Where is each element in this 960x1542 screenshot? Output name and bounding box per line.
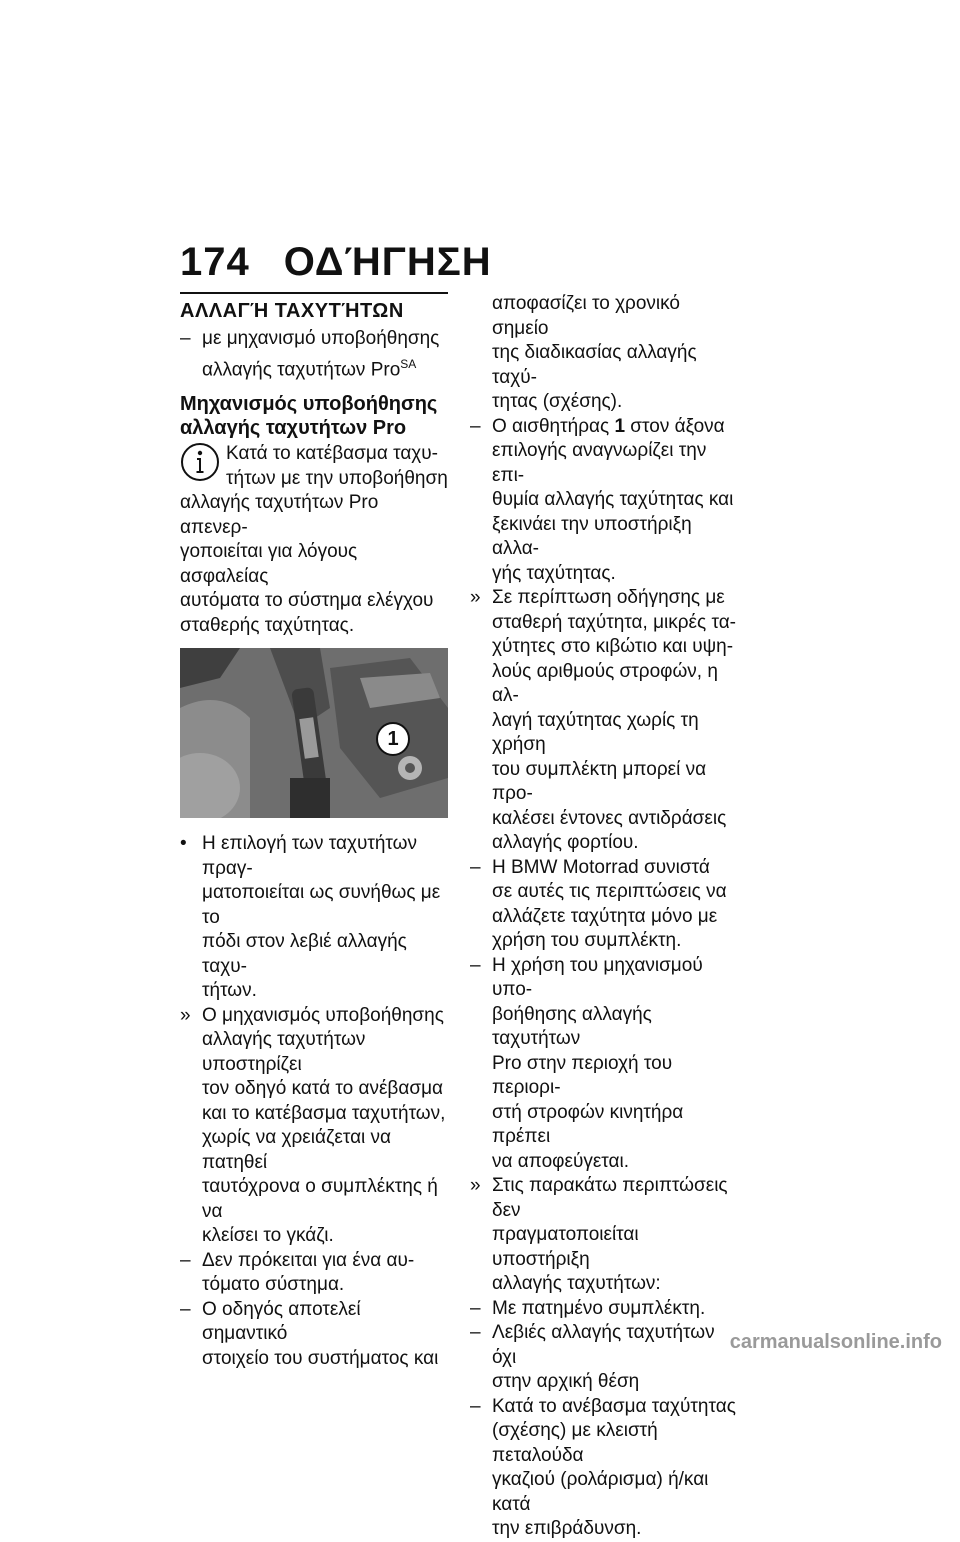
- section-title: ΑΛΛΑΓΉ ΤΑΧΥΤΉΤΩΝ: [180, 292, 448, 323]
- subsection-title: Μηχανισμός υποβοήθησης αλλαγής ταχυτήτων Pro: [180, 393, 438, 440]
- text-line: λαγή ταχύτητας χωρίς τη χρήση: [492, 709, 699, 755]
- page-header: [180, 240, 492, 285]
- text-line: στή στροφών κινητήρα πρέπει: [492, 1101, 684, 1147]
- text-line: λούς αριθμούς στροφών, η αλ-: [492, 660, 718, 706]
- text-line: αποφασίζει το χρονικό σημείο: [492, 293, 680, 339]
- text-line: Κατά το ανέβασμα ταχύτητας: [492, 1395, 736, 1417]
- text-line: Με πατημένο συμπλέκτη.: [492, 1297, 706, 1319]
- text-line: γής ταχύτητας.: [492, 562, 616, 584]
- info-note: [180, 442, 448, 638]
- text-line: αλλαγής ταχυτήτων Pro$^{SA}$: [202, 356, 417, 380]
- dash-marker: –: [470, 1322, 481, 1343]
- text-line: Δεν πρόκειται για ένα αυ-: [202, 1249, 415, 1271]
- dash-item: [470, 954, 738, 1175]
- dash-item: [180, 1298, 448, 1372]
- text-line: χρήση του συμπλέκτη.: [492, 930, 682, 951]
- text-line: στην αρχική θέση: [492, 1371, 640, 1392]
- info-icon: [180, 442, 220, 482]
- text-line: στοιχείο του συστήματος και: [202, 1347, 439, 1369]
- text-line: γκαζιού (ρολάρισμα) ή/και κατά: [492, 1469, 709, 1515]
- text-line: αυτόματα το σύστημα ελέγχου: [180, 590, 434, 612]
- text-line: χύτητες στο κιβώτιο και υψη-: [492, 636, 734, 657]
- text-line: τόματο σύστημα.: [202, 1274, 345, 1296]
- result-item: [470, 586, 738, 856]
- text-line: ματοποιείται ως συνήθως με το: [202, 882, 441, 928]
- text-line: επιλογής αναγνωρίζει την επι-: [492, 440, 707, 486]
- result-item: [180, 1004, 448, 1249]
- dash-item: [470, 415, 738, 587]
- result-marker: »: [470, 587, 481, 608]
- option-code: SA: [400, 356, 417, 371]
- text-line: αλλαγής ταχυτήτων υποστηρίζει: [202, 1029, 366, 1075]
- text-line: θυμία αλλαγής ταχύτητας και: [492, 489, 734, 510]
- text-line: γοποιείται για λόγους ασφαλείας: [180, 541, 358, 587]
- text-line: τητας (σχέσης).: [492, 391, 623, 412]
- dash-marker: –: [470, 856, 481, 878]
- text-line: με μηχανισμό υποβοήθησης: [202, 328, 440, 349]
- dash-marker: –: [470, 1297, 481, 1319]
- text-line: Η χρήση του μηχανισμού υπο-: [492, 954, 703, 1000]
- dash-item: [470, 1297, 738, 1322]
- chapter-title: ΟΔΉΓΗΣΗ: [283, 240, 492, 284]
- watermark: carmanualsonline.info: [729, 1331, 942, 1353]
- dash-marker: –: [470, 954, 481, 976]
- dash-item: [470, 1321, 738, 1395]
- bullet-marker: •: [180, 833, 187, 855]
- text-line: τον οδηγό κατά το ανέβασμα: [202, 1078, 443, 1100]
- text-line: τήτων με την υποβοήθηση: [226, 467, 448, 489]
- text-line: αλλάζετε ταχύτητα μόνο με: [492, 905, 718, 927]
- left-column: [180, 292, 448, 1371]
- text-line: Κατά το κατέβασμα ταχυ-: [226, 443, 438, 465]
- text-line: πόδι στον λεβιέ αλλαγής ταχυ-: [202, 931, 407, 977]
- shift-sensor-photo: [180, 648, 448, 818]
- text-line: αλλαγής ταχυτήτων Pro απενερ-: [180, 492, 379, 538]
- page-number: 174: [180, 240, 250, 284]
- text-line: Ο οδηγός αποτελεί σημαντικό: [202, 1298, 361, 1345]
- scope-item: [180, 327, 448, 382]
- text-line: τήτων.: [202, 980, 257, 1002]
- dash-marker: –: [470, 1395, 481, 1417]
- continued-text: [470, 292, 738, 415]
- text-line: (σχέσης) με κλειστή πεταλούδα: [492, 1420, 658, 1466]
- text-line: Σε περίπτωση οδήγησης με: [492, 587, 725, 608]
- result-marker: »: [470, 1175, 481, 1196]
- text-line: σταθερή ταχύτητα, μικρές τα-: [492, 611, 737, 633]
- result-item: [470, 1174, 738, 1297]
- dash-marker: –: [180, 328, 191, 349]
- text-line: της διαδικασίας αλλαγής ταχύ-: [492, 342, 697, 388]
- text-line: πραγματοποιείται υποστήριξη: [492, 1224, 639, 1270]
- text-line: να αποφεύγεται.: [492, 1150, 630, 1172]
- text-line: βοήθησης αλλαγής ταχυτήτων: [492, 1003, 652, 1049]
- text-line: Ο αισθητήρας 1 στον άξονα: [492, 415, 725, 437]
- dash-item: [180, 1249, 448, 1298]
- text-line: ταυτόχρονα ο συμπλέκτης ή να: [202, 1176, 438, 1222]
- sensor-ref: 1: [614, 415, 626, 437]
- text-line: Η BMW Motorrad συνιστά: [492, 856, 710, 878]
- text-line: σε αυτές τις περιπτώσεις να: [492, 881, 727, 902]
- text-line: κλείσει το γκάζι.: [202, 1225, 334, 1247]
- text-line: Ο μηχανισμός υποβοήθησης: [202, 1004, 444, 1026]
- text-line: την επιβράδυνση.: [492, 1518, 642, 1539]
- dash-marker: –: [470, 415, 481, 437]
- text-line: Λεβιές αλλαγής ταχυτήτων όχι: [492, 1322, 715, 1368]
- result-marker: »: [180, 1004, 191, 1026]
- dash-item: [470, 1395, 738, 1542]
- text-line: χωρίς να χρειάζεται να πατηθεί: [202, 1127, 392, 1173]
- text-line: σταθερής ταχύτητας.: [180, 614, 355, 636]
- text-line: Η επιλογή των ταχυτήτων πραγ-: [202, 833, 418, 879]
- text-line: αλλαγής ταχυτήτων:: [492, 1273, 661, 1294]
- text-line: καλέσει έντονες αντιδράσεις: [492, 807, 727, 829]
- dash-item: [470, 856, 738, 954]
- text-line: Pro στην περιοχή του περιορι-: [492, 1052, 673, 1098]
- text-line: και το κατέβασμα ταχυτήτων,: [202, 1102, 446, 1124]
- text-line: του συμπλέκτη μπορεί να προ-: [492, 758, 707, 804]
- dash-marker: –: [180, 1298, 191, 1320]
- callout-1: 1: [376, 722, 410, 756]
- text-line: αλλαγής φορτίου.: [492, 832, 639, 853]
- bullet-item: [180, 832, 448, 1004]
- text-line: ξεκινάει την υποστήριξη αλλα-: [492, 513, 692, 559]
- right-column: [470, 292, 738, 1542]
- text-line: Στις παρακάτω περιπτώσεις δεν: [492, 1175, 728, 1221]
- dash-marker: –: [180, 1249, 191, 1271]
